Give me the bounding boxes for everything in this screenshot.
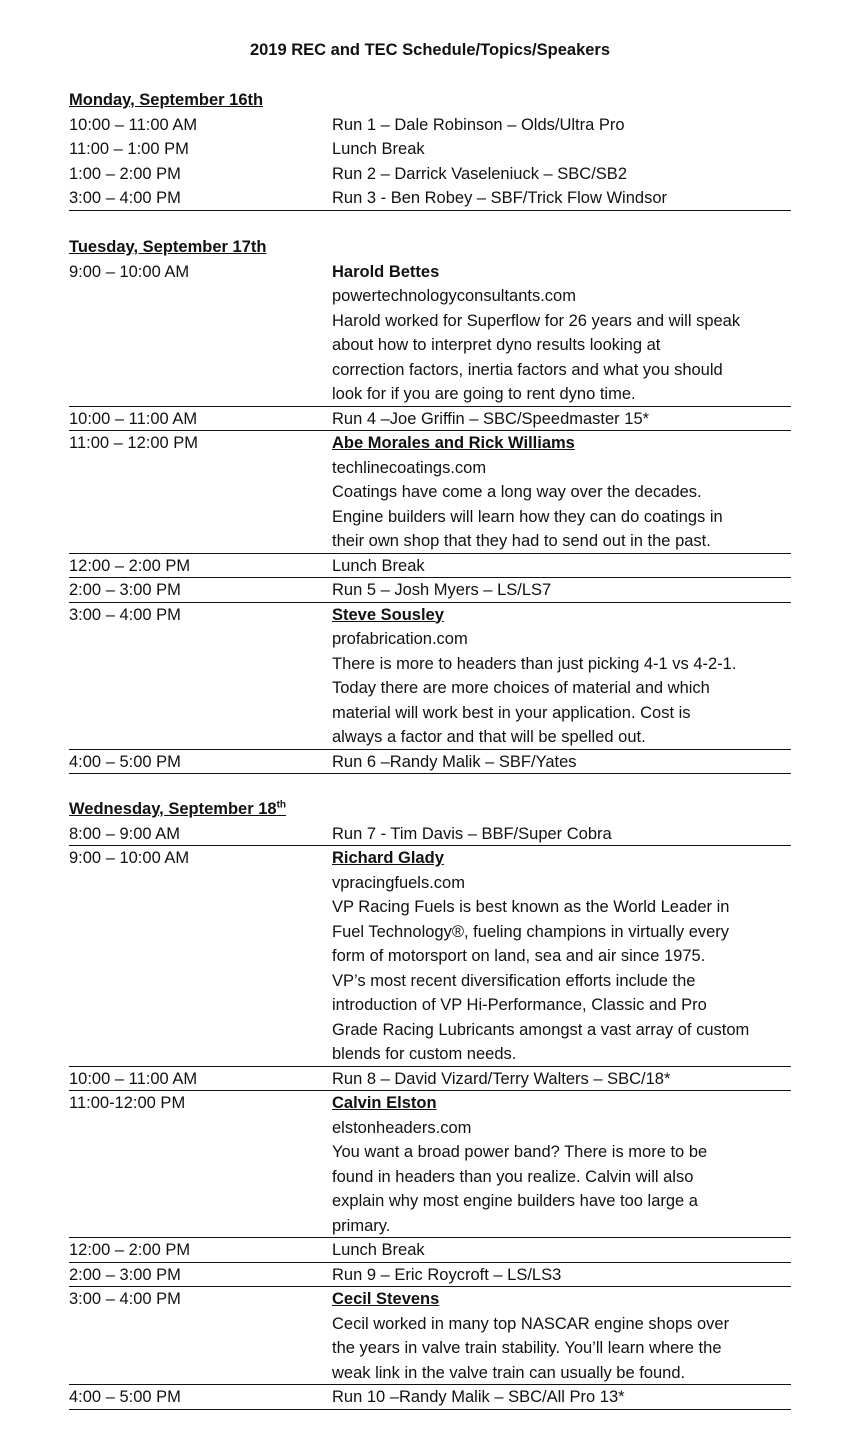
time-slot: 3:00 – 4:00 PM xyxy=(69,189,181,207)
session-description-line: VP’s most recent diversification efforts include the xyxy=(332,971,696,990)
session-description-line: explain why most engine builders have too large a xyxy=(332,1192,698,1210)
schedule-row xyxy=(69,578,791,603)
session-description-line: Fuel Technology®, fueling champions in virtually every xyxy=(332,922,730,941)
schedule-row xyxy=(69,186,791,211)
schedule-row xyxy=(69,846,791,1067)
time-slot: 11:00 – 1:00 PM xyxy=(69,140,189,158)
time-slot: 2:00 – 3:00 PM xyxy=(69,1265,181,1284)
day-heading-suffix: th xyxy=(276,799,287,811)
schedule-row xyxy=(69,137,791,161)
time-slot: 3:00 – 4:00 PM xyxy=(69,605,181,624)
session-content xyxy=(332,603,792,750)
session-content xyxy=(332,407,792,432)
session-description-line: Grade Racing Lubricants amongst a vast array of custom xyxy=(332,1020,750,1039)
session-title: Lunch Break xyxy=(332,556,425,575)
time-slot: 11:00 – 12:00 PM xyxy=(69,434,199,452)
schedule-row xyxy=(69,1263,791,1288)
session-description-line: found in headers than you realize. Calvin will also xyxy=(332,1167,694,1186)
time-slot: 10:00 – 11:00 AM xyxy=(69,409,198,428)
session-title: Run 7 - Tim Davis – BBF/Super Cobra xyxy=(332,824,612,843)
schedule-row xyxy=(69,431,791,554)
time-slot: 9:00 – 10:00 AM xyxy=(69,262,190,281)
session-content xyxy=(332,846,792,1067)
schedule-row xyxy=(69,260,791,407)
session-description-line: the years in valve train stability. You’ll learn where the xyxy=(332,1339,722,1357)
session-title: Run 8 – David Vizard/Terry Walters – SBC/18* xyxy=(332,1069,671,1088)
schedule-row xyxy=(69,554,791,579)
session-title: Lunch Break xyxy=(332,1241,425,1259)
speaker-website: powertechnologyconsultants.com xyxy=(332,287,576,305)
speaker-name: Harold Bettes xyxy=(332,262,440,281)
session-description-line: You want a broad power band? There is more to be xyxy=(332,1143,708,1161)
session-description-line: look for if you are going to rent dyno time. xyxy=(332,385,636,403)
session-content xyxy=(332,1263,792,1288)
session-title: Run 10 –Randy Malik – SBC/All Pro 13* xyxy=(332,1388,625,1406)
schedule-row xyxy=(69,1091,791,1238)
session-content xyxy=(332,162,792,187)
time-slot: 10:00 – 11:00 AM xyxy=(69,1069,198,1088)
speaker-website: profabrication.com xyxy=(332,630,468,648)
schedule-row xyxy=(69,1385,791,1410)
session-description-line: introduction of VP Hi-Performance, Classic and Pro xyxy=(332,996,707,1014)
time-slot: 3:00 – 4:00 PM xyxy=(69,1290,181,1308)
session-description-line: material will work best in your application. Cost is xyxy=(332,703,691,722)
time-slot: 12:00 – 2:00 PM xyxy=(69,1241,191,1259)
time-slot: 2:00 – 3:00 PM xyxy=(69,581,181,599)
session-content xyxy=(332,137,792,162)
session-description-line: primary. xyxy=(332,1216,391,1235)
day-heading-text: Monday, September 16th xyxy=(69,91,264,109)
session-content xyxy=(332,186,792,211)
time-slot: 9:00 – 10:00 AM xyxy=(69,849,190,867)
session-title: Run 2 – Darrick Vaseleniuck – SBC/SB2 xyxy=(332,164,627,183)
session-content xyxy=(332,113,792,138)
session-content xyxy=(332,1238,792,1263)
session-content xyxy=(332,260,792,407)
session-content xyxy=(332,1091,792,1238)
speaker-website: vpracingfuels.com xyxy=(332,873,465,892)
day-heading xyxy=(69,88,263,112)
schedule-row xyxy=(69,162,791,186)
session-description-line: Cecil worked in many top NASCAR engine shops over xyxy=(332,1314,730,1333)
schedule-row xyxy=(69,1287,791,1385)
day-heading-text: Tuesday, September 17th xyxy=(69,238,267,256)
session-content xyxy=(332,822,792,847)
session-title: Run 1 – Dale Robinson – Olds/Ultra Pro xyxy=(332,115,625,134)
session-description-line: always a factor and that will be spelled out. xyxy=(332,728,646,746)
schedule-row xyxy=(69,1238,791,1263)
session-description-line: their own shop that they had to send out in the past. xyxy=(332,532,711,550)
speaker-name: Cecil Stevens xyxy=(332,1290,440,1308)
session-content xyxy=(332,578,792,603)
session-content xyxy=(332,750,792,775)
session-title: Run 6 –Randy Malik – SBF/Yates xyxy=(332,752,577,771)
time-slot: 12:00 – 2:00 PM xyxy=(69,556,191,575)
session-description-line: Harold worked for Superflow for 26 years and will speak xyxy=(332,311,741,330)
session-content xyxy=(332,431,792,554)
schedule-row xyxy=(69,407,791,432)
session-title: Lunch Break xyxy=(332,140,425,158)
day-heading xyxy=(69,235,266,259)
time-slot: 4:00 – 5:00 PM xyxy=(69,1388,181,1406)
session-description-line: Today there are more choices of material and which xyxy=(332,679,710,697)
session-content xyxy=(332,554,792,579)
schedule-row xyxy=(69,822,791,847)
time-slot: 1:00 – 2:00 PM xyxy=(69,164,181,183)
session-content xyxy=(332,1287,792,1385)
speaker-website: techlinecoatings.com xyxy=(332,458,487,477)
time-slot: 10:00 – 11:00 AM xyxy=(69,115,198,134)
schedule-row xyxy=(69,603,791,750)
session-description-line: Coatings have come a long way over the decades. xyxy=(332,483,702,501)
session-description-line: form of motorsport on land, sea and air since 1975. xyxy=(332,947,706,965)
session-content xyxy=(332,1067,792,1092)
session-description-line: about how to interpret dyno results looking at xyxy=(332,336,661,354)
speaker-name: Abe Morales and Rick Williams xyxy=(332,434,575,452)
session-description-line: Engine builders will learn how they can do coatings in xyxy=(332,507,723,526)
speaker-website: elstonheaders.com xyxy=(332,1118,472,1137)
page-title: 2019 REC and TEC Schedule/Topics/Speakers xyxy=(249,41,611,59)
session-description-line: correction factors, inertia factors and what you should xyxy=(332,360,723,379)
schedule-row xyxy=(69,113,791,137)
speaker-name: Steve Sousley xyxy=(332,605,444,624)
time-slot: 8:00 – 9:00 AM xyxy=(69,824,180,843)
session-title: Run 4 –Joe Griffin – SBC/Speedmaster 15* xyxy=(332,409,650,428)
session-content xyxy=(332,1385,792,1410)
session-description-line: weak link in the valve train can usually be found. xyxy=(332,1363,686,1382)
session-description-line: blends for custom needs. xyxy=(332,1045,517,1063)
session-title: Run 9 – Eric Roycroft – LS/LS3 xyxy=(332,1265,562,1284)
session-description-line: VP Racing Fuels is best known as the World Leader in xyxy=(332,898,730,916)
speaker-name: Calvin Elston xyxy=(332,1094,437,1112)
session-description-line: There is more to headers than just picking 4-1 vs 4-2-1. xyxy=(332,654,737,673)
session-title: Run 5 – Josh Myers – LS/LS7 xyxy=(332,581,552,599)
day-heading xyxy=(69,797,286,821)
time-slot: 4:00 – 5:00 PM xyxy=(69,752,181,771)
day-heading-text: Wednesday, September 18 xyxy=(69,800,277,818)
time-slot: 11:00-12:00 PM xyxy=(69,1094,186,1112)
session-title: Run 3 - Ben Robey – SBF/Trick Flow Windsor xyxy=(332,189,667,207)
schedule-row xyxy=(69,750,791,775)
speaker-name: Richard Glady xyxy=(332,849,444,867)
schedule-row xyxy=(69,1067,791,1092)
